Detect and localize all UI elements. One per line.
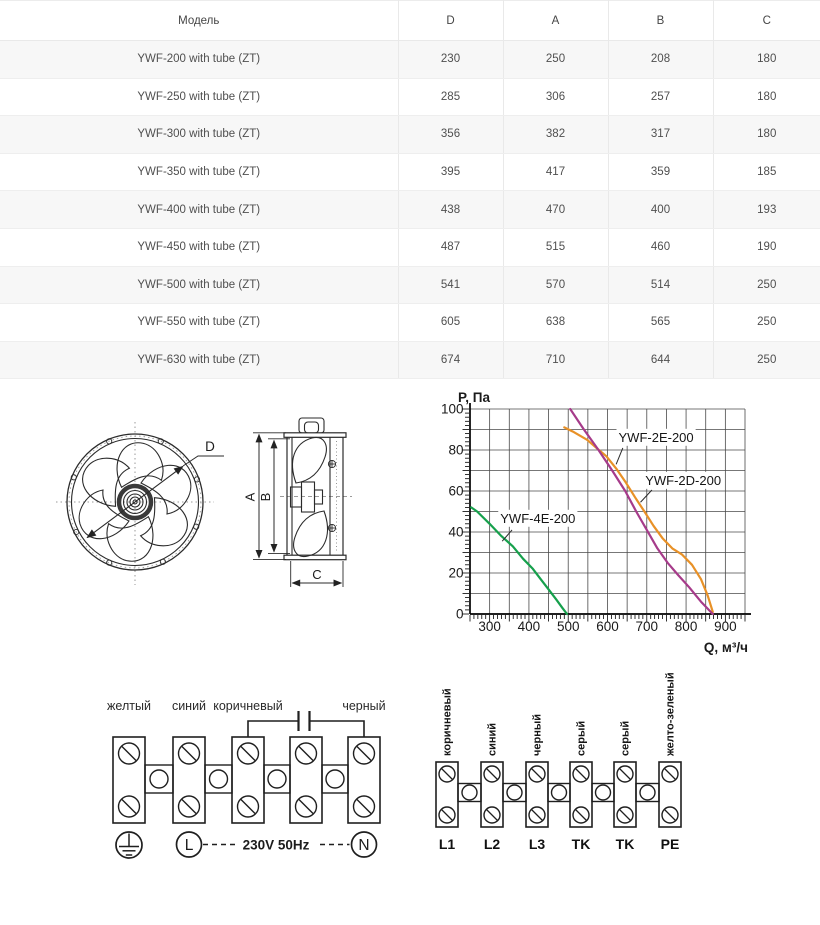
wire-color-label: синий <box>486 722 499 756</box>
value-cell: 487 <box>398 228 503 266</box>
header-cell: B <box>608 1 713 41</box>
value-cell: 638 <box>503 304 608 342</box>
value-cell: 185 <box>713 153 820 191</box>
model-cell: YWF-450 with tube (ZT) <box>0 228 398 266</box>
wire-color-label: желтый <box>107 699 151 713</box>
terminal-link <box>458 784 481 802</box>
value-cell: 250 <box>713 304 820 342</box>
value-cell: 570 <box>503 266 608 304</box>
value-cell: 285 <box>398 78 503 116</box>
value-cell: 306 <box>503 78 608 116</box>
model-cell: YWF-400 with tube (ZT) <box>0 191 398 229</box>
terminal-link <box>592 784 614 802</box>
value-cell: 710 <box>503 341 608 379</box>
terminal-block <box>436 762 458 827</box>
dim-d-label: D <box>205 439 215 454</box>
value-cell: 395 <box>398 153 503 191</box>
dim-a-label: A <box>242 492 258 502</box>
x-tick-label: 900 <box>714 619 737 634</box>
table-header <box>0 1 820 41</box>
capacitor <box>248 711 364 737</box>
terminal-link <box>264 765 290 793</box>
y-tick-label: 80 <box>448 442 464 458</box>
curve-YWF-2E-200 <box>564 427 713 612</box>
value-cell: 460 <box>608 228 713 266</box>
value-cell: 250 <box>713 266 820 304</box>
value-cell: 317 <box>608 116 713 154</box>
model-cell: YWF-200 with tube (ZT) <box>0 41 398 79</box>
value-cell: 193 <box>713 191 820 229</box>
value-cell: 359 <box>608 153 713 191</box>
wire-color-label: серый <box>575 720 588 756</box>
table-header-row <box>0 1 820 41</box>
single-phase-wiring-diagram <box>80 690 410 885</box>
value-cell: 515 <box>503 228 608 266</box>
value-cell: 541 <box>398 266 503 304</box>
wire-color-label: серый <box>619 720 632 756</box>
value-cell: 644 <box>608 341 713 379</box>
value-cell: 565 <box>608 304 713 342</box>
table-row <box>0 116 820 154</box>
terminal-label: PE <box>660 836 680 852</box>
model-cell: YWF-350 with tube (ZT) <box>0 153 398 191</box>
x-tick-label: 700 <box>635 619 659 634</box>
table-row <box>0 153 820 191</box>
terminal-block <box>290 737 322 823</box>
table-row <box>0 341 820 379</box>
table-row <box>0 228 820 266</box>
model-cell: YWF-500 with tube (ZT) <box>0 266 398 304</box>
ground-icon <box>116 832 142 858</box>
terminal-block <box>659 762 681 827</box>
model-cell: YWF-300 with tube (ZT) <box>0 116 398 154</box>
terminal-label: TK <box>615 836 635 852</box>
curve-label: YWF-2E-200 <box>618 429 694 445</box>
value-cell: 417 <box>503 153 608 191</box>
terminal-block <box>348 737 380 823</box>
terminal-link <box>503 784 526 802</box>
terminal-link <box>322 765 348 793</box>
value-cell: 470 <box>503 191 608 229</box>
value-cell: 190 <box>713 228 820 266</box>
dimension-d <box>87 439 224 538</box>
value-cell: 438 <box>398 191 503 229</box>
performance-chart <box>430 390 820 660</box>
value-cell: 605 <box>398 304 503 342</box>
model-cell: YWF-250 with tube (ZT) <box>0 78 398 116</box>
value-cell: 208 <box>608 41 713 79</box>
table-body <box>0 41 820 379</box>
terminal-block <box>173 737 205 823</box>
terminal-block <box>481 762 503 827</box>
table-row <box>0 304 820 342</box>
y-tick-label: 60 <box>448 483 464 499</box>
blade-lower <box>294 511 328 557</box>
value-cell: 674 <box>398 341 503 379</box>
header-cell: D <box>398 1 503 41</box>
fan-drawings <box>40 395 410 630</box>
value-cell: 230 <box>398 41 503 79</box>
header-cell: A <box>503 1 608 41</box>
x-tick-label: 600 <box>596 619 619 634</box>
wire-color-label: черный <box>531 713 544 756</box>
header-cell: C <box>713 1 820 41</box>
curve-label: YWF-4E-200 <box>500 510 576 526</box>
value-cell: 400 <box>608 191 713 229</box>
dim-b-label: B <box>258 492 273 502</box>
wire-color-label: коричневый <box>441 688 454 756</box>
header-cell: Модель <box>0 1 398 41</box>
blade-upper <box>293 437 327 483</box>
terminal-block <box>570 762 592 827</box>
table-row <box>0 266 820 304</box>
axes <box>470 403 751 614</box>
terminal-link <box>205 765 232 793</box>
three-phase-wiring-diagram <box>420 670 710 860</box>
wire-color-label: желто-зеленый <box>664 672 677 756</box>
wire-color-label: коричневый <box>213 699 283 713</box>
value-cell: 514 <box>608 266 713 304</box>
curve-label: YWF-2D-200 <box>645 472 722 488</box>
terminal-link <box>636 784 659 802</box>
x-tick-label: 400 <box>517 619 541 634</box>
terminal-label: L2 <box>483 836 501 852</box>
value-cell: 257 <box>608 78 713 116</box>
model-cell: YWF-630 with tube (ZT) <box>0 341 398 379</box>
bottom-flange <box>284 555 346 560</box>
terminal-block <box>113 737 145 823</box>
x-tick-label: 300 <box>478 619 501 634</box>
value-cell: 180 <box>713 116 820 154</box>
dimension-b <box>258 439 290 554</box>
neutral-symbol <box>352 832 377 857</box>
value-cell: 382 <box>503 116 608 154</box>
terminal-label: TK <box>571 836 591 852</box>
x-tick-label: 800 <box>674 619 698 634</box>
live-symbol <box>177 832 202 857</box>
x-axis-title: Q, м³/ч <box>703 640 748 655</box>
curve-labels <box>498 429 723 527</box>
top-flange <box>284 433 346 438</box>
svg-text:L: L <box>184 837 194 854</box>
dimensions-table <box>0 0 820 379</box>
terminal-block <box>232 737 264 823</box>
wire-color-label: черный <box>342 699 386 713</box>
value-cell: 250 <box>503 41 608 79</box>
y-tick-label: 20 <box>448 565 464 581</box>
value-cell: 180 <box>713 41 820 79</box>
value-cell: 250 <box>713 341 820 379</box>
y-tick-label: 100 <box>440 401 464 417</box>
y-axis-title: P, Па <box>458 390 490 405</box>
terminal-link <box>548 784 570 802</box>
terminal-block <box>614 762 636 827</box>
wire-color-label: синий <box>171 699 207 713</box>
y-tick-label: 40 <box>448 524 464 540</box>
y-tick-label: 0 <box>455 606 464 622</box>
terminal-label: L1 <box>438 836 456 852</box>
model-cell: YWF-550 with tube (ZT) <box>0 304 398 342</box>
svg-text:N: N <box>358 837 370 854</box>
dimension-c <box>291 561 343 587</box>
x-tick-label: 500 <box>556 619 580 634</box>
fan-dimensions-table-section <box>0 0 820 379</box>
terminal-box <box>299 418 324 433</box>
value-cell: 180 <box>713 78 820 116</box>
voltage-label: 230V 50Hz <box>242 837 310 853</box>
table-row <box>0 41 820 79</box>
terminal-link <box>145 765 173 793</box>
value-cell: 356 <box>398 116 503 154</box>
terminal-block <box>526 762 548 827</box>
terminal-box-inner <box>305 422 319 433</box>
table-row <box>0 191 820 229</box>
table-row <box>0 78 820 116</box>
fan-side-view-drawing <box>243 418 353 587</box>
curve-leaders <box>502 448 652 541</box>
dim-c-label: C <box>312 567 322 582</box>
terminal-label: L3 <box>528 836 546 852</box>
fan-front-view-drawing <box>56 422 224 585</box>
